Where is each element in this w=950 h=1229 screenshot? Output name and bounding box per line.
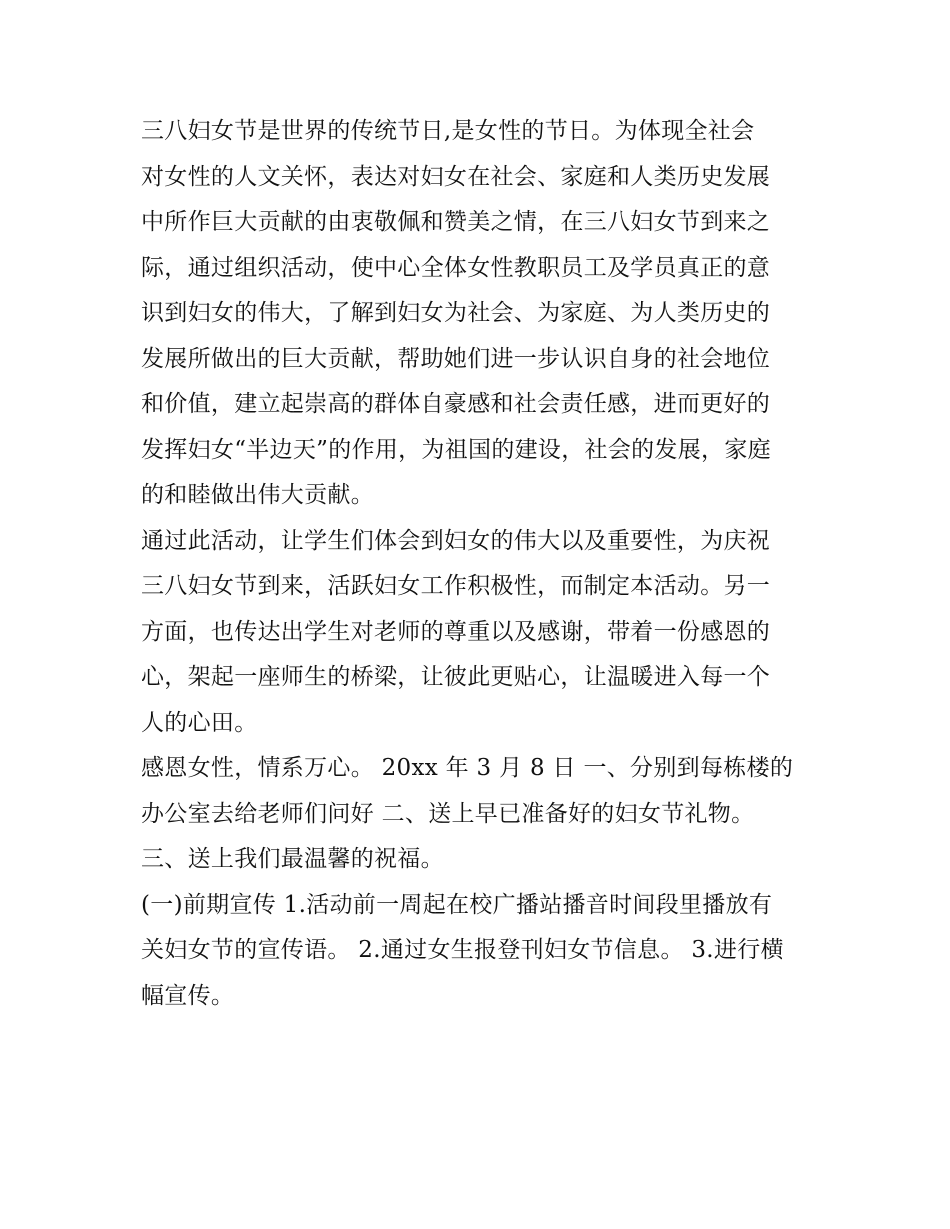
text-line: 方面，也传达出学生对老师的尊重以及感谢，带着一份感恩的 xyxy=(141,618,771,645)
text-line: 发展所做出的巨大贡献，帮助她们进一步认识自身的社会地位 xyxy=(141,345,771,372)
text-line: 办公室去给老师们问好 二、送上早已准备好的妇女节礼物。 xyxy=(141,800,755,827)
text-line: 感恩女性，情系万心。 20xx 年 3 月 8 日 一、分别到每栋楼的 xyxy=(141,755,794,781)
text-line: 通过此活动，让学生们体会到妇女的伟大以及重要性，为庆祝 xyxy=(141,527,771,554)
text-line: 对女性的人文关怀，表达对妇女在社会、家庭和人类历史发展 xyxy=(141,163,771,190)
paragraph-step-three xyxy=(141,837,816,883)
text-line: 三八妇女节到来，活跃妇女工作积极性，而制定本活动。另一 xyxy=(141,573,771,599)
text-line: (一)前期宣传 1.活动前一周起在校广播站播音时间段里播放有 xyxy=(141,891,773,918)
text-line: 和价值，建立起崇高的群体自豪感和社会责任感，进而更好的 xyxy=(141,391,771,417)
text-line: 际，通过组织活动，使中心全体女性教职员工及学员真正的意 xyxy=(141,254,771,281)
paragraph-publicity xyxy=(141,883,816,1020)
text-line: 发挥妇女“半边天”的作用，为祖国的建设，社会的发展，家庭 xyxy=(141,436,771,463)
text-line: 三八妇女节是世界的传统节日,是女性的节日。为体现全社会 xyxy=(141,118,755,144)
document-body xyxy=(141,109,816,1019)
paragraph-significance xyxy=(141,519,816,747)
text-line: 三、送上我们最温馨的祝福。 xyxy=(141,846,444,872)
text-line: 心，架起一座师生的桥梁，让彼此更贴心，让温暖进入每一个 xyxy=(141,664,771,690)
text-line: 的和睦做出伟大贡献。 xyxy=(141,482,374,508)
text-line: 识到妇女的伟大，了解到妇女为社会、为家庭、为人类历史的 xyxy=(141,300,771,326)
text-line: 幅宣传。 xyxy=(141,982,235,1009)
text-line: 人的心田。 xyxy=(141,709,258,736)
text-line: 关妇女节的宣传语。 2.通过女生报登刊妇女节信息。 3.进行横 xyxy=(141,937,784,963)
paragraph-theme-schedule xyxy=(141,746,816,837)
paragraph-purpose xyxy=(141,109,816,519)
text-line: 中所作巨大贡献的由衷敬佩和赞美之情，在三八妇女节到来之 xyxy=(141,209,771,235)
